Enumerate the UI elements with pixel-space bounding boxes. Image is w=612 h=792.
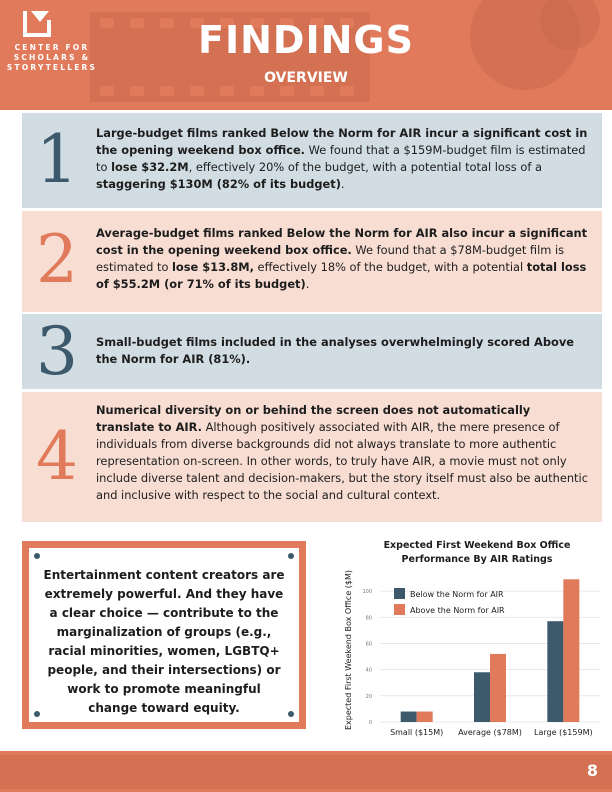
bar — [417, 712, 433, 722]
quote-text: Entertainment content creators are extremely powerful. And they have a clear choice — contribute to the marginalization of groups (e.g., racial minorities, women, LGBTQ+ people, and their intersections) or work to promote meaningful change toward equity. — [43, 568, 285, 715]
box-office-chart — [340, 534, 608, 744]
bar — [474, 672, 490, 722]
film-strip-decoration — [0, 755, 612, 789]
legend-label: Below the Norm for AIR — [410, 590, 504, 599]
x-tick-label: Average ($78M) — [458, 728, 522, 737]
footer-banner — [0, 751, 612, 792]
legend-swatch — [394, 588, 405, 599]
finding-text — [96, 225, 590, 293]
finding-text — [96, 125, 590, 193]
bar — [490, 654, 506, 722]
corner-dot — [34, 711, 40, 717]
bar — [563, 579, 579, 722]
header-banner — [0, 0, 612, 110]
finding-body: Although positively associated with AIR, the mere presence of individuals from diverse backgrounds did not always translate to more authentic representation on-screen. In other words, to truly have AIR, a movie must not only include diverse talent and decision-makers, but the story itself must also be authentic and inclusive with respect to the social and cultural context. — [96, 420, 588, 502]
finding-4 — [22, 392, 602, 522]
finding-body: , effectively 20% of the budget, with a potential total loss of a — [188, 160, 542, 174]
finding-lead: Large-budget films ranked Below the Norm for AIR incur a significant cost in the opening weekend box office. — [96, 126, 588, 157]
corner-dot — [288, 553, 294, 559]
org-name-line: CENTER FOR — [14, 43, 90, 52]
finding-highlight: lose $32.2M — [111, 160, 189, 174]
legend-label: Above the Norm for AIR — [410, 606, 505, 615]
finding-1 — [22, 113, 602, 208]
finding-body: We found that a $78M-budget film is estimated to — [96, 243, 565, 274]
finding-lead: Numerical diversity on or behind the screen does not automatically translate to AIR. — [96, 403, 531, 434]
finding-lead: Average-budget films ranked Below the Norm for AIR also incur a significant cost in the opening weekend box office. — [96, 226, 588, 257]
x-tick-label: Large ($159M) — [534, 728, 593, 737]
finding-number: 1 — [36, 121, 78, 198]
page-subtitle: OVERVIEW — [264, 70, 348, 86]
finding-body: . — [340, 177, 345, 191]
finding-highlight: lose $13.8M, — [172, 260, 254, 274]
finding-body: . — [305, 277, 310, 291]
finding-body: effectively 18% of the budget, with a potential — [253, 260, 527, 274]
page-title: FINDINGS — [198, 18, 414, 62]
finding-text — [96, 334, 590, 368]
y-tick-label: 40 — [365, 667, 372, 674]
y-tick-label: 0 — [368, 720, 372, 726]
x-tick-label: Small ($15M) — [390, 728, 444, 737]
chart-title: Expected First Weekend Box Office — [383, 540, 571, 551]
corner-dot — [288, 711, 294, 717]
org-name-line: SCHOLARS & — [13, 53, 91, 62]
finding-3 — [22, 314, 602, 389]
corner-dot — [34, 553, 40, 559]
legend-swatch — [394, 604, 405, 615]
y-axis-label: Expected First Weekend Box Office ($M) — [344, 569, 353, 731]
y-tick-label: 60 — [365, 641, 372, 648]
finding-number: 3 — [36, 313, 78, 390]
finding-number: 4 — [36, 418, 78, 495]
quote-box — [22, 541, 306, 729]
y-tick-label: 100 — [362, 589, 372, 596]
finding-highlight: staggering $130M (82% of its budget) — [96, 177, 341, 191]
finding-2 — [22, 211, 602, 312]
finding-number: 2 — [36, 221, 78, 298]
finding-body: We found that a $159M-budget film is estimated to — [96, 143, 586, 174]
bar — [547, 621, 563, 722]
y-tick-label: 20 — [365, 693, 372, 700]
finding-text — [96, 402, 590, 504]
org-name-line: STORYTELLERS — [6, 63, 98, 72]
y-tick-label: 80 — [365, 615, 372, 622]
chart-title: Performance By AIR Ratings — [401, 554, 553, 565]
page-number: 8 — [586, 761, 598, 780]
quote-panel — [29, 548, 299, 722]
finding-lead: Small-budget films included in the analyses overwhelmingly scored Above the Norm for AIR (81%). — [96, 335, 574, 366]
finding-highlight: total loss of $55.2M (or 71% of its budget) — [96, 260, 587, 291]
bar — [401, 712, 417, 722]
